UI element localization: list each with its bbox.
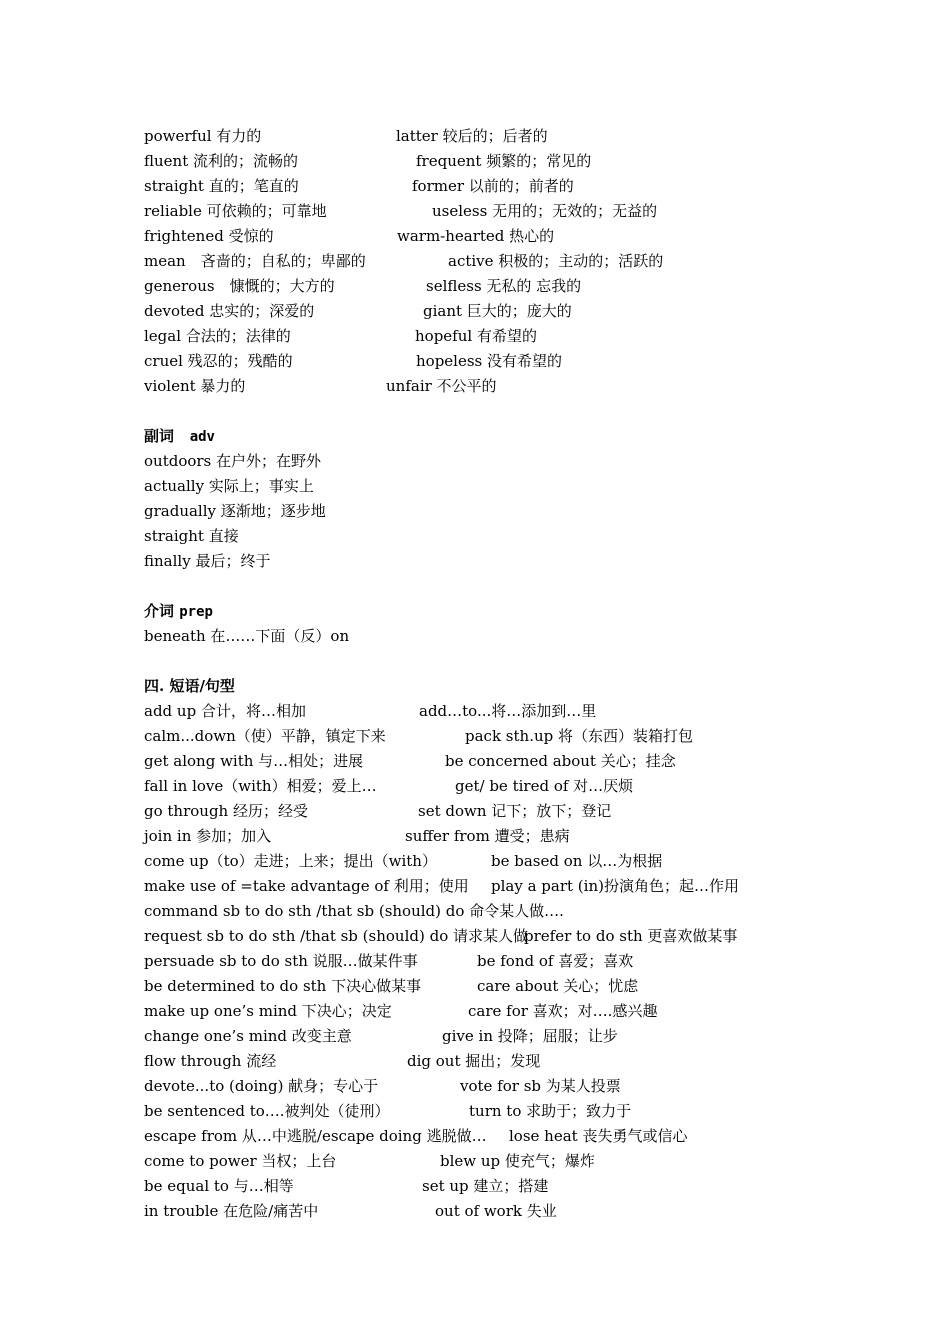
list-item: mean 吝啬的；自私的；卑鄙的 active 积极的；主动的；活跃的 <box>144 252 664 270</box>
table-row: come to power 当权；上台 blew up 使充气；爆炸 <box>144 1152 595 1170</box>
list-item: fluent 流利的；流畅的 frequent 频繁的；常见的 <box>144 152 592 170</box>
preposition-section <box>144 599 824 649</box>
section-heading-phrases: 四. 短语/句型 <box>144 677 235 695</box>
table-row: in trouble 在危险/痛苦中 out of work 失业 <box>144 1202 557 1220</box>
section-heading-prepositions: 介词 prep <box>144 602 213 620</box>
table-row: command sb to do sth /that sb (should) do 命令某人做…. <box>144 902 564 920</box>
section-heading-adverbs: 副词 adv <box>144 427 215 445</box>
spacer <box>144 649 824 674</box>
table-row: persuade sb to do sth 说服…做某件事 be fond of 喜爱；喜欢 <box>144 952 634 970</box>
table-row: change one’s mind 改变主意 give in 投降；屈服；让步 <box>144 1027 618 1045</box>
phrase-section <box>144 674 824 1224</box>
list-item: generous 慷慨的；大方的 selfless 无私的 忘我的 <box>144 277 582 295</box>
table-row: be equal to 与…相等 set up 建立；搭建 <box>144 1177 549 1195</box>
table-row: flow through 流经 dig out 掘出；发现 <box>144 1052 541 1070</box>
table-row: make use of =take advantage of 利用；使用 play a part (in)扮演角色；起…作用 <box>144 877 739 895</box>
table-row: add up 合计，将…相加 add…to...将…添加到…里 <box>144 702 597 720</box>
spacer <box>144 574 824 599</box>
table-row: request sb to do sth /that sb (should) do 请求某人做 prefer to do sth 更喜欢做某事 <box>144 927 738 945</box>
list-item: cruel 残忍的；残酷的 hopeless 没有希望的 <box>144 352 563 370</box>
list-item: straight 直的；笔直的 former 以前的；前者的 <box>144 177 574 195</box>
adverb-section <box>144 424 824 574</box>
table-row: fall in love（with）相爱；爱上… get/ be tired of 对…厌烦 <box>144 777 634 795</box>
table-row: join in 参加；加入 suffer from 遭受；患病 <box>144 827 570 845</box>
table-row: escape from 从…中逃脱/escape doing 逃脱做… lose heat 丧失勇气或信心 <box>144 1127 688 1145</box>
document-page <box>144 124 824 1224</box>
table-row: be determined to do sth 下决心做某事 care about 关心；忧虑 <box>144 977 639 995</box>
list-item: finally 最后；终于 <box>144 552 271 570</box>
list-item: powerful 有力的 latter 较后的；后者的 <box>144 127 548 145</box>
spacer <box>144 399 824 424</box>
list-item: violent 暴力的 unfair 不公平的 <box>144 377 497 395</box>
table-row: be sentenced to….被判处（徒刑） turn to 求助于；致力于 <box>144 1102 632 1120</box>
table-row: get along with 与…相处；进展 be concerned about 关心；挂念 <box>144 752 676 770</box>
list-item: reliable 可依赖的；可靠地 useless 无用的；无效的；无益的 <box>144 202 658 220</box>
adjective-list <box>144 124 824 399</box>
list-item: gradually 逐渐地；逐步地 <box>144 502 326 520</box>
list-item: straight 直接 <box>144 527 239 545</box>
table-row: make up one’s mind 下决心；决定 care for 喜欢；对….感兴趣 <box>144 1002 658 1020</box>
list-item: beneath 在……下面（反）on <box>144 627 350 645</box>
list-item: legal 合法的；法律的 hopeful 有希望的 <box>144 327 537 345</box>
list-item: frightened 受惊的 warm-hearted 热心的 <box>144 227 555 245</box>
table-row: devote...to (doing) 献身；专心于 vote for sb 为某人投票 <box>144 1077 621 1095</box>
table-row: calm...down（使）平静，镇定下来 pack sth.up 将（东西）装箱打包 <box>144 727 693 745</box>
list-item: devoted 忠实的；深爱的 giant 巨大的；庞大的 <box>144 302 572 320</box>
table-row: come up（to）走进；上来；提出（with） be based on 以…为根据 <box>144 852 663 870</box>
list-item: outdoors 在户外；在野外 <box>144 452 322 470</box>
list-item: actually 实际上；事实上 <box>144 477 314 495</box>
table-row: go through 经历；经受 set down 记下；放下；登记 <box>144 802 612 820</box>
